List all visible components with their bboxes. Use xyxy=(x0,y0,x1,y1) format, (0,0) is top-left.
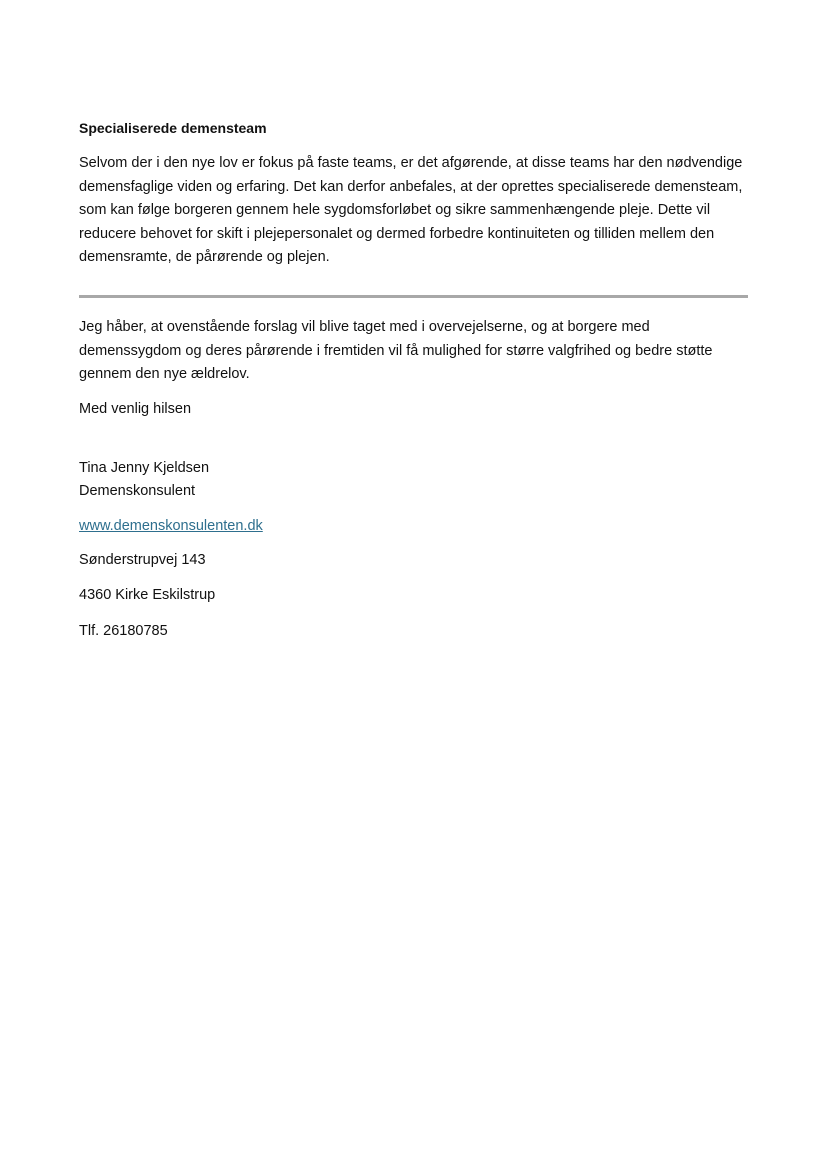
horizontal-divider xyxy=(79,295,748,298)
signature-name: Tina Jenny Kjeldsen xyxy=(79,460,210,476)
closing-paragraph: Jeg håber, at ovenstående forslag vil blive taget med i overvejelserne, og at borgere med demenssygdom og deres pårørende i fremtiden vil få mulighed for større valgfrihed og bedre støtte gennem den nye ældrelov. xyxy=(79,319,713,383)
section-heading: Specialiserede demensteam xyxy=(79,120,267,136)
phone-number: Tlf. 26180785 xyxy=(79,623,168,639)
address-city: 4360 Kirke Eskilstrup xyxy=(79,587,216,603)
closing-greeting: Med venlig hilsen xyxy=(79,401,192,417)
section-paragraph: Selvom der i den nye lov er fokus på faste teams, er det afgørende, at disse teams har den nødvendige demensfaglige viden og erfaring. Det kan derfor anbefales, at der oprettes specialiserede demensteam, som kan følge borgeren gennem hele sygdomsforløbet og sikre sammenhængende pleje. Dette vil reducere behovet for skift i plejepersonalet og dermed forbedre kontinuiteten og tilliden mellem den demensramte, de pårørende og plejen. xyxy=(79,155,743,266)
signature-title: Demenskonsulent xyxy=(79,483,196,499)
website-link[interactable]: www.demenskonsulenten.dk xyxy=(79,518,263,534)
address-street: Sønderstrupvej 143 xyxy=(79,552,206,568)
